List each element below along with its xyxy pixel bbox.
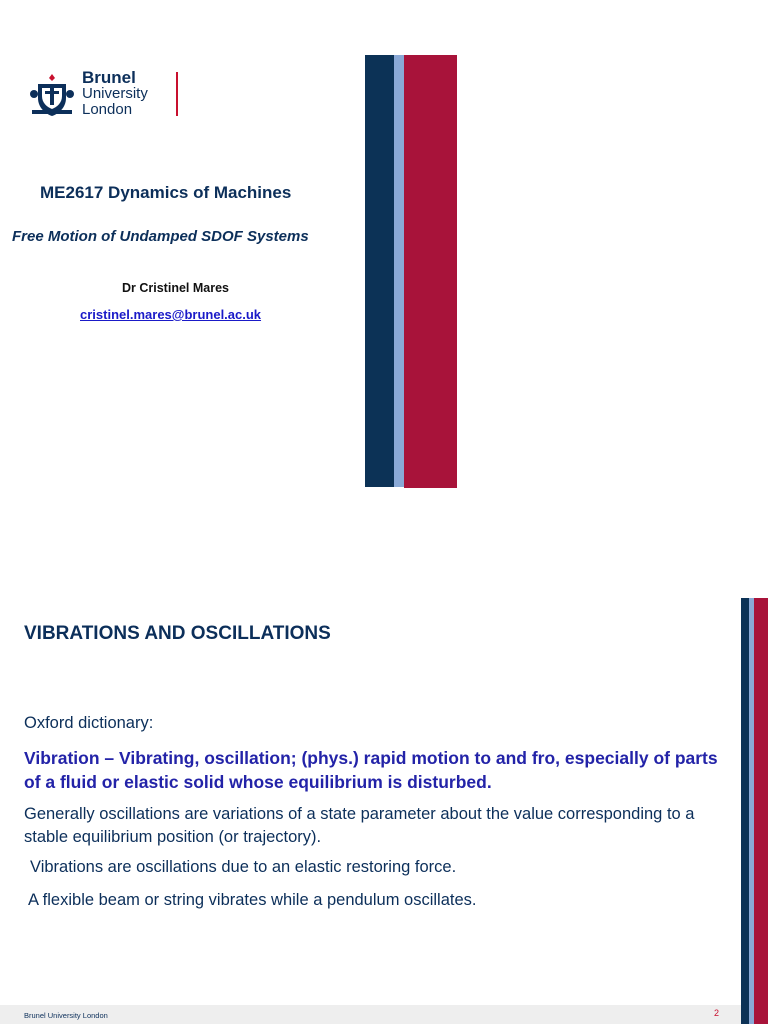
logo-line-2: University (82, 85, 148, 102)
decorative-bar-crimson (404, 55, 457, 488)
footer-university: Brunel University London (24, 1011, 108, 1020)
logo-line-1: Brunel (82, 68, 136, 87)
beam-pendulum-statement: A flexible beam or string vibrates while a pendulum oscillates. (28, 891, 477, 909)
side-bar-navy (741, 598, 749, 1024)
brunel-logo (26, 70, 186, 120)
slide-footer (0, 1005, 741, 1024)
logo-wordmark (82, 70, 148, 118)
page-number: 2 (714, 1008, 720, 1018)
general-oscillations-text: Generally oscillations are variations of a state parameter about the value corresponding to a stable equilibrium position (or trajectory). (24, 805, 695, 846)
content-slide (0, 560, 768, 1024)
crest-icon (30, 72, 74, 118)
oxford-label: Oxford dictionary: (24, 714, 154, 732)
vibrations-statement: Vibrations are oscillations due to an elastic restoring force. (30, 858, 457, 876)
slide-heading: VIBRATIONS AND OSCILLATIONS (24, 623, 331, 644)
logo-divider (176, 72, 178, 116)
logo-line-3: London (82, 101, 133, 118)
author-name: Dr Cristinel Mares (122, 281, 229, 295)
decorative-bar-light-blue (394, 55, 404, 487)
course-title: ME2617 Dynamics of Machines (40, 183, 292, 202)
author-email-link[interactable]: cristinel.mares@brunel.ac.uk (80, 307, 262, 322)
lecture-subtitle: Free Motion of Undamped SDOF Systems (12, 228, 309, 245)
side-bar-crimson (754, 598, 768, 1024)
decorative-bar-navy (365, 55, 394, 487)
vibration-definition: Vibration – Vibrating, oscillation; (phys.) rapid motion to and fro, especially of parts of a fluid or elastic solid whose equilibrium is disturbed. (24, 748, 718, 792)
